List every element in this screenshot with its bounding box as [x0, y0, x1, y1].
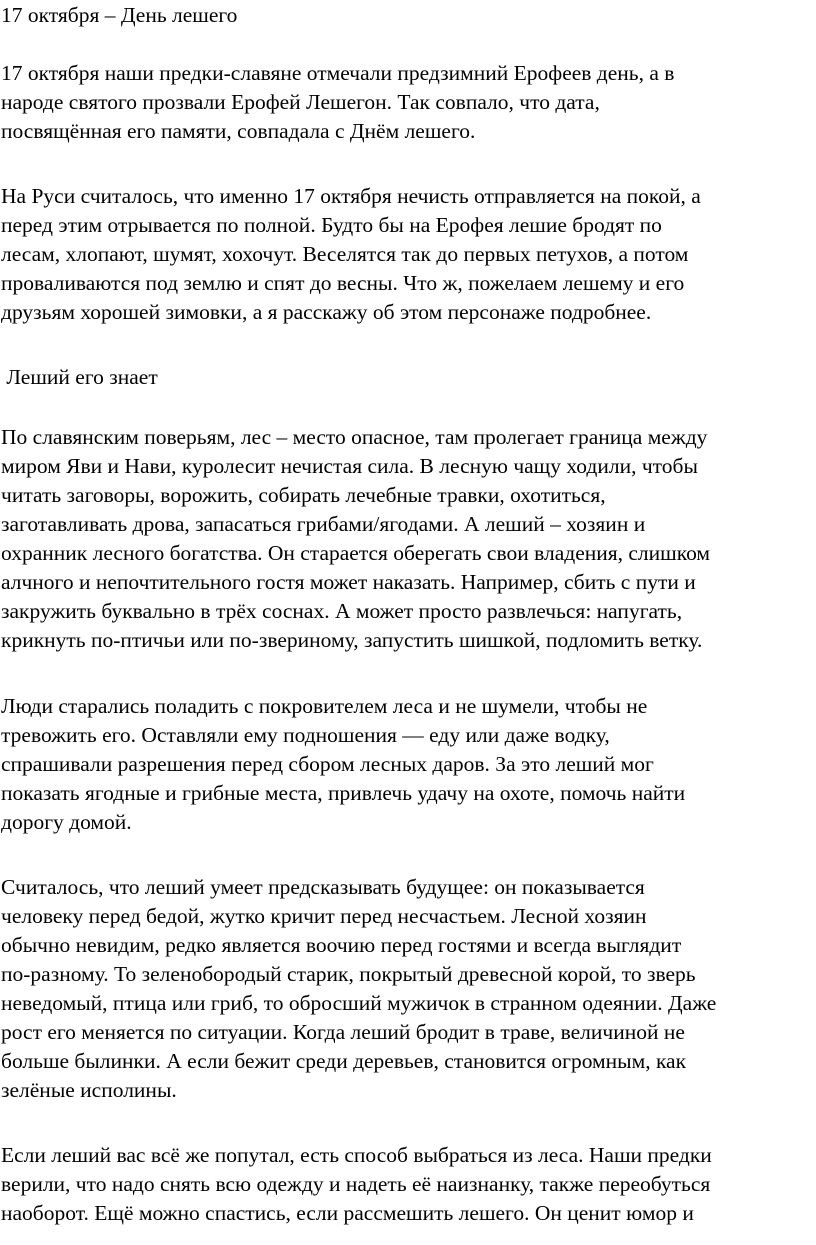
document-title: 17 октября – День лешего	[1, 3, 238, 27]
paragraph-line: закружить буквально в трёх соснах. А может просто развлечься: напугать,	[1, 599, 683, 623]
paragraph-line: больше былинки. А если бежит среди деревьев, становится огромным, как	[1, 1049, 687, 1073]
paragraph-line: показать ягодные и грибные места, привлечь удачу на охоте, помочь найти	[1, 781, 686, 805]
paragraph-line: тревожить его. Оставляли ему подношения — еду или даже водку,	[1, 723, 610, 747]
paragraph-line: лесам, хлопают, шумят, хохочут. Веселятся так до первых петухов, а потом	[1, 242, 689, 266]
paragraph-line: проваливаются под землю и спят до весны. Что ж, пожелаем лешему и его	[1, 271, 685, 295]
paragraph-line: наоборот. Ещё можно спастись, если рассмешить лешего. Он ценит юмор и	[1, 1201, 694, 1225]
paragraph-line: алчного и непочтительного гостя может наказать. Например, сбить с пути и	[1, 570, 696, 594]
paragraph-line: по-разному. То зеленобородый старик, покрытый древесной корой, то зверь	[1, 962, 696, 986]
paragraph-line: неведомый, птица или гриб, то обросший мужичок в странном одеянии. Даже	[1, 991, 717, 1015]
paragraph-line: обычно невидим, редко является воочию перед гостями и всегда выглядит	[1, 933, 682, 957]
paragraph-line: Люди старались поладить с покровителем леса и не шумели, чтобы не	[1, 694, 648, 718]
paragraph-line: друзьям хорошей зимовки, а я расскажу об этом персонаже подробнее.	[1, 300, 652, 324]
paragraph-line: рост его меняется по ситуации. Когда леший бродит в траве, величиной не	[1, 1020, 685, 1044]
paragraph-line: заготавливать дрова, запасаться грибами/ягодами. А леший – хозяин и	[1, 512, 646, 536]
paragraph-line: охранник лесного богатства. Он старается оберегать свои владения, слишком	[1, 541, 711, 565]
paragraph-line: На Руси считалось, что именно 17 октября нечисть отправляется на покой, а	[1, 184, 701, 208]
paragraph-line: перед этим отрывается по полной. Будто бы на Ерофея лешие бродят по	[1, 213, 662, 237]
paragraph-line: народе святого прозвали Ерофей Лешегон. Так совпало, что дата,	[1, 90, 600, 114]
section-heading: Леший его знает	[1, 365, 158, 389]
paragraph-line: Если леший вас всё же попутал, есть способ выбраться из леса. Наши предки	[1, 1143, 712, 1167]
paragraph-line: читать заговоры, ворожить, собирать лечебные травки, охотиться,	[1, 483, 606, 507]
paragraph-line: зелёные исполины.	[1, 1078, 177, 1102]
paragraph-line: верили, что надо снять всю одежду и надеть её наизнанку, также переобуться	[1, 1172, 711, 1196]
paragraph-line: спрашивали разрешения перед сбором лесных даров. За это леший мог	[1, 752, 654, 776]
paragraph-line: человеку перед бедой, жутко кричит перед несчастьем. Лесной хозяин	[1, 904, 647, 928]
paragraph-line: посвящённая его памяти, совпадала с Днём лешего.	[1, 119, 476, 143]
paragraph-line: По славянским поверьям, лес – место опасное, там пролегает граница между	[1, 425, 708, 449]
paragraph-line: дорогу домой.	[1, 810, 132, 834]
paragraph-line: Считалось, что леший умеет предсказывать будущее: он показывается	[1, 875, 645, 899]
paragraph-line: миром Яви и Нави, куролесит нечистая сила. В лесную чащу ходили, чтобы	[1, 454, 698, 478]
paragraph-line: крикнуть по-птичьи или по-звериному, запустить шишкой, подломить ветку.	[1, 628, 703, 652]
paragraph-line: 17 октября наши предки-славяне отмечали предзимний Ерофеев день, а в	[1, 61, 675, 85]
